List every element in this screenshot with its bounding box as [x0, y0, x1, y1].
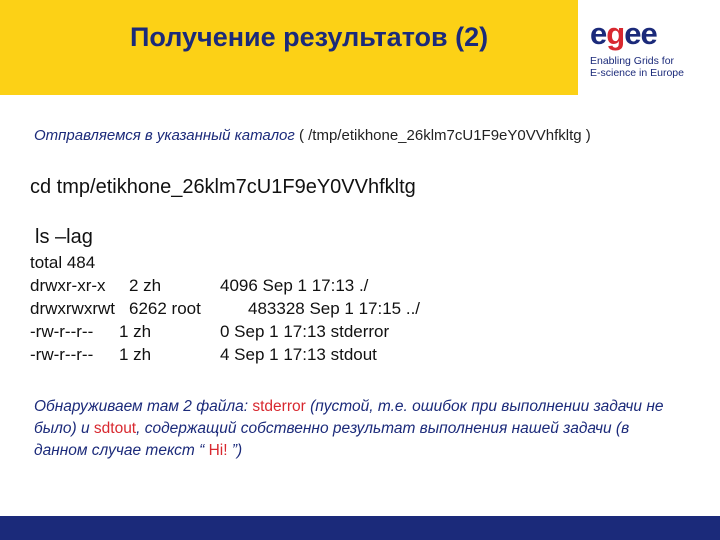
stdout-filename: sdtout — [93, 420, 137, 437]
egee-logo-mark: egee — [590, 16, 657, 51]
listing-info: 4 Sep 1 17:13 stdout — [220, 345, 377, 364]
listing-owner: 2 zh — [129, 276, 162, 295]
listing-owner: 1 zh — [119, 322, 152, 341]
hi-output-text: Hi! — [208, 442, 232, 459]
ls-command: ls –lag — [35, 226, 93, 248]
stderror-filename: stderror — [252, 398, 306, 415]
listing-perms: -rw-r--r-- — [30, 322, 94, 341]
listing-owner: 6262 root — [129, 299, 201, 318]
summary-paragraph: Обнаруживаем там 2 файла: stderror (пустой, т.е. ошибок при выполнении задачи не было) и sdtout, содержащий собственно результат выполнения нашей задачи (в данном случае текст “ Hi! ”) — [34, 398, 664, 459]
listing-perms: -rw-r--r-- — [30, 345, 94, 364]
intro-text: Отправляемся в указанный каталог — [34, 127, 295, 144]
listing-perms: drwxrwxrwt — [30, 299, 115, 318]
slide-title: Получение результатов (2) — [130, 22, 489, 52]
listing-info: 4096 Sep 1 17:13 ./ — [220, 276, 369, 295]
listing-perms: drwxr-xr-x — [30, 276, 106, 295]
egee-logo-tagline: Enabling Grids for E-science in Europe — [590, 55, 684, 79]
listing-info: 0 Sep 1 17:13 stderror — [220, 322, 390, 341]
cd-command: cd tmp/etikhone_26klm7cU1F9eY0VVhfkltg — [30, 176, 416, 198]
listing-info: 483328 Sep 1 17:15 ../ — [248, 299, 421, 318]
intro-path: ( /tmp/etikhone_26klm7cU1F9eY0VVhfkltg ) — [298, 127, 591, 144]
footer-bar — [0, 516, 720, 540]
intro-line — [34, 127, 591, 144]
listing-owner: 1 zh — [119, 345, 152, 364]
